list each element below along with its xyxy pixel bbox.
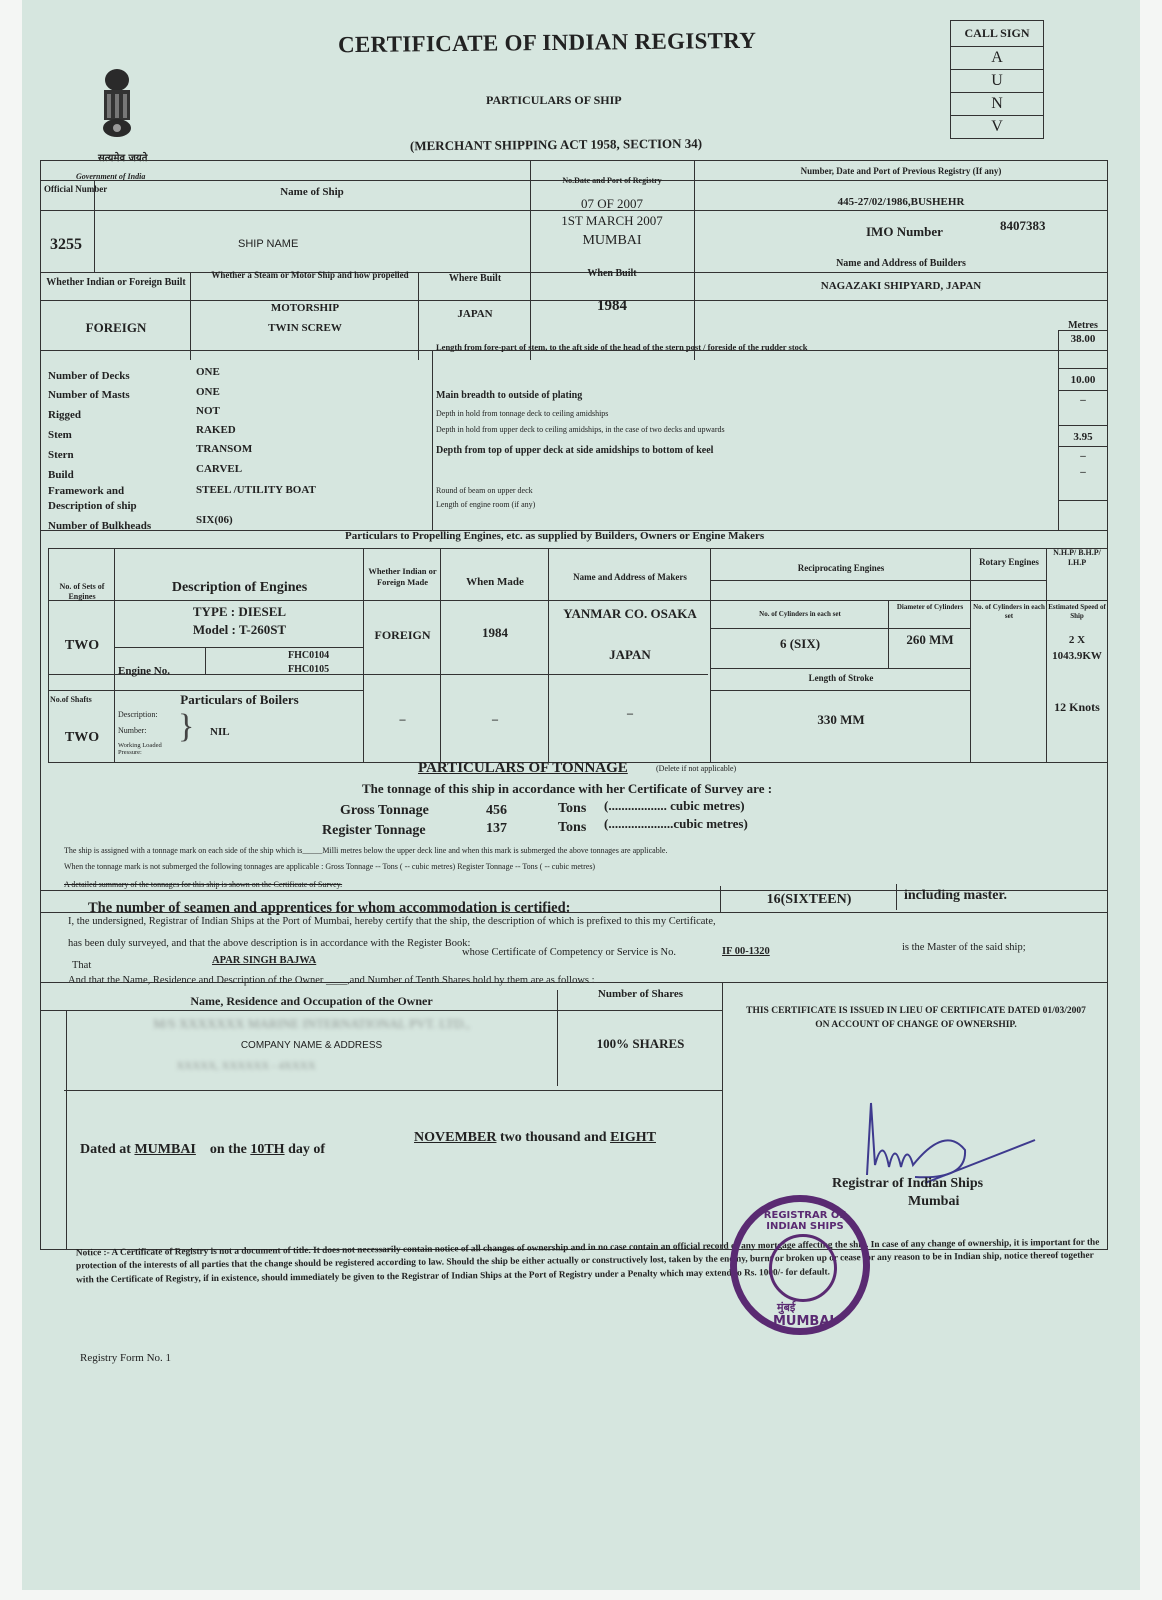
indian-or-foreign-label: Whether Indian or Foreign Built	[46, 277, 186, 288]
register-tonnage-label: Register Tonnage	[322, 823, 426, 838]
engine-model-value: Model : T-260ST	[192, 622, 287, 637]
particular-label: Number of Bulkheads	[48, 520, 152, 532]
divider	[114, 647, 363, 648]
call-sign-label: CALL SIGN	[951, 21, 1043, 47]
shafts-value: TWO	[64, 730, 100, 745]
boiler-number-label: Number:	[118, 726, 147, 735]
ship-name-value: SHIP NAME	[238, 238, 299, 250]
particular-label: Number of Decks	[48, 370, 130, 382]
dated-line	[80, 1142, 325, 1158]
name-of-ship-label: Name of Ship	[280, 186, 344, 198]
dimension-value: 38.00	[1070, 333, 1096, 345]
gross-cubic-value: (.................. cubic metres)	[604, 798, 745, 813]
registry-date-value: 1ST MARCH 2007	[561, 213, 663, 228]
dated-month-line	[414, 1130, 656, 1146]
divider	[1058, 368, 1108, 369]
when-made-value: 1984	[482, 625, 508, 640]
official-number-value: 3255	[50, 236, 82, 253]
call-sign-letter: U	[951, 70, 1043, 93]
register-cubic-value: (....................cubic metres)	[604, 816, 748, 831]
divider	[548, 548, 549, 762]
rotary-label: Rotary Engines	[979, 557, 1039, 567]
dated-year-prefix: two thousand and	[499, 1130, 607, 1145]
document-title: CERTIFICATE OF INDIAN REGISTRY	[337, 27, 757, 58]
that-label: That	[72, 960, 92, 971]
owner-address-redacted: XXXXX, XXXXXX - 4XXXX	[176, 1060, 316, 1072]
divider	[557, 990, 558, 1086]
divider	[1058, 330, 1108, 331]
reciprocating-label: Reciprocating Engines	[797, 563, 885, 573]
imo-number-value: 8407383	[1000, 218, 1046, 233]
engine-no-label: Engine No.	[118, 665, 170, 677]
divider	[722, 982, 723, 1250]
makers-label: Name and Address of Makers	[573, 572, 687, 582]
divider	[896, 884, 897, 910]
national-emblem-icon	[92, 62, 142, 162]
cylinders-value: 6 (SIX)	[779, 636, 821, 651]
owner-name-redacted: M/S XXXXXXX MARINE INTERNATIONAL PVT. LTD.,	[153, 1016, 470, 1031]
indian-or-foreign-value: FOREIGN	[85, 320, 147, 335]
seal-emblem-icon	[769, 1234, 837, 1302]
speed-value: 12 Knots	[1054, 700, 1100, 714]
divider	[440, 548, 441, 762]
dimension-label: Main breadth to outside of plating	[436, 390, 583, 401]
divider	[40, 912, 1108, 913]
engine-number-value: FHC0104	[288, 650, 330, 661]
dated-year: EIGHT	[610, 1130, 656, 1145]
tonnage-not-submerged-text: When the tonnage mark is not submerged the following tonnages are applicable : Gross Tonnage -- Tons ( -- cubic metres) Register Tonnage -- Tons ( -- cubic metres)	[64, 862, 596, 871]
divider	[48, 690, 363, 691]
dimension-label: Depth from top of upper deck at side amidships to bottom of keel	[436, 445, 714, 456]
dimension-label: Depth in hold from upper deck to ceiling amidships, in the case of two decks and upwards	[436, 425, 725, 434]
dimension-label: Depth in hold from tonnage deck to ceiling amidships	[436, 409, 609, 418]
divider	[48, 600, 1108, 601]
gross-tonnage-value: 456	[486, 803, 507, 818]
when-built-value: 1984	[597, 298, 627, 314]
makers-country-value: JAPAN	[609, 647, 651, 662]
dimension-value: –	[1080, 466, 1086, 478]
signatory-title: Registrar of Indian Ships	[832, 1176, 984, 1191]
particular-value: SIX(06)	[196, 514, 233, 526]
owner-name-label: Name, Residence and Occupation of the Owner	[190, 994, 433, 1008]
dimension-label: Length from fore-part of stem, to the aft side of the head of the stern post / foreside of the rudder stock	[436, 342, 808, 352]
certification-line-2: has been duly surveyed, and that the above description is in accordance with the Register Book:	[68, 938, 471, 949]
description-of-engines-label: Description of Engines	[171, 580, 308, 595]
master-suffix: is the Master of the said ship;	[902, 942, 1026, 953]
boiler-makers-value: –	[627, 706, 633, 720]
boilers-value: NIL	[210, 726, 230, 738]
call-sign-letter: A	[951, 47, 1043, 70]
divider	[720, 886, 721, 912]
call-sign-box	[950, 20, 1044, 139]
dimension-label: Length of engine room (if any)	[436, 500, 536, 509]
divider	[432, 350, 433, 530]
divider	[190, 272, 191, 360]
power-value: 1043.9KW	[1052, 650, 1102, 662]
divider	[48, 548, 1108, 549]
previous-registry-value: 445-27/02/1986,BUSHEHR	[837, 196, 965, 208]
divider	[1058, 350, 1108, 351]
particular-value: ONE	[196, 366, 220, 378]
particular-label: Build	[48, 469, 74, 481]
divider	[710, 628, 970, 629]
call-sign-letter: V	[991, 118, 1003, 135]
shares-label: Number of Shares	[597, 988, 684, 1000]
tonnage-summary-struck: A detailed summary of the tonnages for this ship is shown on the Certificate of Survey.	[64, 880, 343, 889]
divider	[418, 272, 419, 360]
particular-value: STEEL /UTILITY BOAT	[196, 484, 316, 496]
owner-statement: And that the Name, Residence and Description of the Owner ____,and Number of Tenth Shares hold by them are as follows :	[68, 975, 595, 986]
particular-value: TRANSOM	[196, 443, 253, 455]
tonnage-mark-text: The ship is assigned with a tonnage mark on each side of the ship which is_____Milli metres below the upper deck line and when this mark is submerged the above tonnages are applicable.	[64, 846, 668, 855]
crew-suffix: including master.	[904, 888, 1007, 903]
master-name: APAR SINGH BAJWA	[212, 955, 317, 966]
particular-label: Stern	[48, 449, 74, 461]
lieu-note-line-2: ON ACCOUNT OF CHANGE OF OWNERSHIP.	[815, 1020, 1017, 1030]
sets-of-engines-value: TWO	[64, 638, 100, 653]
divider	[694, 160, 695, 360]
registry-port-value: MUMBAI	[582, 233, 642, 248]
divider	[1058, 446, 1108, 447]
tonnage-note: (Delete if not applicable)	[656, 764, 737, 773]
divider	[888, 600, 889, 668]
makers-value: YANMAR CO. OSAKA	[563, 606, 697, 621]
divider	[363, 548, 364, 762]
particular-label: Number of Masts	[48, 389, 130, 401]
boiler-description-label: Description:	[118, 710, 158, 719]
emblem-motto: सत्यमेव जयते	[98, 153, 148, 164]
stamp-bottom-text: MUMBAI	[773, 1314, 835, 1329]
propulsion-label: Whether a Steam or Motor Ship and how propelled	[211, 270, 409, 280]
document-subtitle: PARTICULARS OF SHIP	[486, 93, 622, 107]
metres-unit-label: Metres	[1068, 320, 1098, 331]
dimension-value: 10.00	[1070, 374, 1096, 386]
particular-value: NOT	[196, 405, 220, 417]
particular-value: ONE	[196, 386, 220, 398]
cylinders-label: No. of Cylinders in each set	[759, 610, 841, 618]
divider	[40, 1010, 722, 1011]
divider	[114, 548, 115, 762]
dated-day-of: day of	[288, 1142, 326, 1157]
register-tonnage-value: 137	[486, 821, 507, 836]
dated-place: MUMBAI	[134, 1142, 196, 1157]
power-label: N.H.P/ B.H.P/ I.H.P	[1053, 548, 1101, 567]
particular-value: RAKED	[196, 424, 236, 436]
dimension-value: –	[1080, 450, 1086, 462]
divider	[1058, 390, 1108, 391]
notice-text: Notice :- A Certificate of Registry is not a document of title. It does not necessarily contain notice of all changes of ownership and in no case contain an official record of any mortgage affecting the ship. In case of any change of ownership, it is important for the protection of the interests of all parties that the change should be registered according to law. Should the ship be either actually or constructively lost, taken by the enemy, burnt or broken up or cease for any reason to be in Indian ship, notice thereof together with the Certificate of Registry, if in existence, should immediately be given to the Registrar of Indian Ships at the Port of Registry under a Penalty which may extend to Rs. 1000/- for default.	[75, 1237, 1100, 1286]
when-made-label: When Made	[466, 576, 524, 588]
dated-month: NOVEMBER	[414, 1130, 497, 1145]
engine-type-value: TYPE : DIESEL	[192, 604, 287, 619]
divider	[530, 160, 531, 360]
engine-number-value: FHC0105	[288, 664, 330, 675]
divider	[40, 982, 1108, 983]
legal-reference: (MERCHANT SHIPPING ACT 1958, SECTION 34)	[409, 135, 703, 154]
crew-label: The number of seamen and apprentices for whom accommodation is certified:	[88, 900, 571, 916]
gross-tonnage-label: Gross Tonnage	[340, 803, 429, 818]
stamp-hindi-text: मुंबई	[777, 1301, 796, 1314]
dated-day: 10TH	[250, 1142, 285, 1157]
divider	[1058, 500, 1108, 501]
divider	[710, 580, 1046, 581]
speed-label: Estimated Speed of Ship	[1048, 603, 1106, 620]
particular-label: Framework and Description of ship	[48, 485, 137, 512]
rotary-cylinders-label: No. of Cylinders in each set	[973, 603, 1045, 620]
when-built-label: When Built	[587, 268, 637, 279]
divider	[64, 1090, 722, 1091]
propulsion-screw-value: TWIN SCREW	[268, 322, 342, 334]
divider	[1046, 548, 1047, 762]
where-built-label: Where Built	[448, 273, 502, 284]
diameter-label: Diameter of Cylinders	[896, 603, 964, 611]
boilers-label: Particulars of Boilers	[180, 692, 299, 707]
lieu-note-line-1: THIS CERTIFICATE IS ISSUED IN LIEU OF CERTIFICATE DATED 01/03/2007	[746, 1006, 1086, 1016]
sets-of-engines-label: No. of Sets of Engines	[59, 582, 105, 601]
made-label: Whether Indian or Foreign Made	[368, 566, 437, 587]
dated-prefix: Dated at	[80, 1142, 131, 1157]
boiler-when-value: –	[492, 712, 498, 726]
registrar-seal-stamp	[730, 1195, 870, 1335]
previous-registry-label: Number, Date and Port of Previous Registry (If any)	[800, 166, 1002, 176]
divider	[710, 690, 970, 691]
form-number: Registry Form No. 1	[80, 1352, 172, 1364]
imo-number-label: IMO Number	[866, 224, 943, 239]
crew-value: 16(SIXTEEN)	[766, 892, 852, 907]
competency-number: IF 00-1320	[722, 946, 770, 957]
divider	[710, 668, 970, 669]
where-built-value: JAPAN	[457, 308, 493, 320]
dimension-label: Round of beam on upper deck	[436, 486, 533, 495]
dimension-value: –	[1080, 394, 1086, 406]
builders-label: Name and Address of Builders	[836, 258, 966, 269]
dated-on-the: on the	[209, 1142, 247, 1157]
owner-company-value: COMPANY NAME & ADDRESS	[240, 1040, 383, 1051]
competency-text: whose Certificate of Competency or Service is No.	[462, 947, 677, 958]
certification-line-1: I, the undersigned, Registrar of Indian Ships at the Port of Mumbai, hereby certify that the ship, the description of which is prefixed to this my Certificate,	[68, 916, 716, 927]
builders-value: NAGAZAKI SHIPYARD, JAPAN	[820, 280, 982, 292]
official-number-label: Official Number	[44, 184, 108, 194]
call-sign-letter: N	[951, 93, 1043, 116]
particular-label: Stem	[48, 429, 72, 441]
diameter-value: 260 MM	[906, 632, 954, 647]
shafts-label: No.of Shafts	[50, 695, 92, 704]
boiler-pressure-label: Working Loaded Pressure:	[118, 742, 162, 757]
tonnage-title: PARTICULARS OF TONNAGE	[418, 760, 628, 776]
tonnage-intro: The tonnage of this ship in accordance with her Certificate of Survey are :	[362, 781, 773, 796]
registry-number-value: 07 OF 2007	[580, 196, 644, 211]
divider	[1058, 425, 1108, 426]
gross-tons-label: Tons	[558, 801, 587, 816]
signatory-place: Mumbai	[908, 1194, 960, 1209]
stroke-label: Length of Stroke	[808, 673, 874, 683]
propulsion-type-value: MOTORSHIP	[270, 302, 340, 314]
engines-section-title: Particulars to Propelling Engines, etc. as supplied by Builders, Owners or Engine Makers	[345, 530, 765, 542]
stroke-value: 330 MM	[817, 712, 865, 727]
dimension-value: 3.95	[1073, 431, 1093, 443]
divider	[48, 548, 49, 762]
divider	[205, 647, 206, 674]
power-count-value: 2 X	[1068, 634, 1086, 646]
made-value: FOREIGN	[374, 628, 431, 642]
stamp-top-text: REGISTRAR OF INDIAN SHIPS	[763, 1210, 847, 1232]
particular-value: CARVEL	[196, 463, 243, 475]
brace: }	[178, 708, 195, 745]
boiler-made-value: –	[399, 712, 406, 726]
port-of-registry-label: No.Date and Port of Registry	[562, 176, 662, 185]
particular-label: Rigged	[48, 409, 81, 421]
register-tons-label: Tons	[558, 820, 587, 835]
government-label: Government of India	[76, 172, 146, 181]
shares-value: 100% SHARES	[596, 1036, 685, 1051]
